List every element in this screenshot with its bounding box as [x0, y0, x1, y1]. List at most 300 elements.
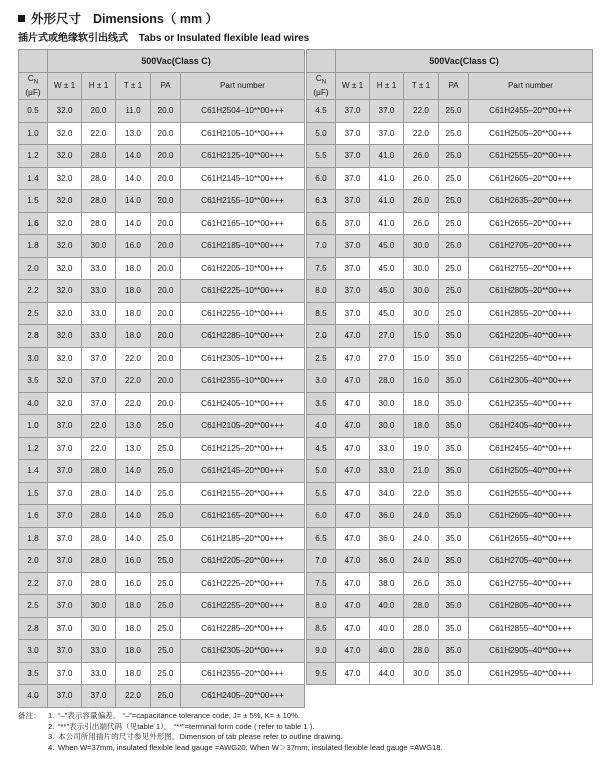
- cell-thickness: 18.0: [116, 617, 151, 640]
- title-zh: 外形尺寸: [31, 12, 82, 26]
- cell-pa: 35.0: [439, 460, 469, 483]
- cell-height: 28.0: [82, 190, 116, 213]
- table-row: [19, 302, 305, 325]
- cell-capacitance: 7.5: [307, 257, 336, 280]
- cell-capacitance: 3.0: [307, 370, 336, 393]
- cell-part-number: C61H2905–40**00+++: [469, 640, 593, 663]
- cell-pa: 35.0: [439, 572, 469, 595]
- col-header-height: H ± 1: [370, 73, 404, 100]
- cell-pa: 25.0: [151, 482, 181, 505]
- cell-thickness: 22.0: [404, 122, 439, 145]
- cell-height: 33.0: [82, 640, 116, 663]
- cell-part-number: C61H2555–40**00+++: [469, 482, 593, 505]
- table-row: [307, 212, 593, 235]
- cell-width: 32.0: [48, 145, 82, 168]
- cell-part-number: C61H2555–20**00+++: [469, 145, 593, 168]
- title-en: Dimensions（ mm ）: [93, 12, 219, 26]
- cell-capacitance: 5.0: [307, 122, 336, 145]
- cell-thickness: 26.0: [404, 167, 439, 190]
- cell-pa: 25.0: [439, 167, 469, 190]
- cell-width: 47.0: [336, 595, 370, 618]
- cell-capacitance: 2.8: [19, 617, 48, 640]
- cell-part-number: C61H2165–20**00+++: [181, 505, 305, 528]
- cell-part-number: C61H2185–10**00+++: [181, 235, 305, 258]
- cell-height: 37.0: [82, 347, 116, 370]
- cell-thickness: 30.0: [404, 235, 439, 258]
- cn-unit: (μF): [313, 87, 329, 97]
- cell-thickness: 18.0: [404, 415, 439, 438]
- cell-width: 32.0: [48, 100, 82, 123]
- table-row: [307, 437, 593, 460]
- cell-height: 30.0: [82, 595, 116, 618]
- cell-part-number: C61H2455–40**00+++: [469, 437, 593, 460]
- cell-pa: 35.0: [439, 325, 469, 348]
- col-header-part-number: Part number: [469, 73, 593, 100]
- cell-thickness: 16.0: [404, 370, 439, 393]
- square-bullet-icon: [18, 15, 25, 22]
- cell-height: 37.0: [82, 392, 116, 415]
- cell-width: 47.0: [336, 460, 370, 483]
- cell-width: 32.0: [48, 370, 82, 393]
- table-row: [19, 415, 305, 438]
- cell-width: 37.0: [336, 302, 370, 325]
- cell-thickness: 22.0: [404, 100, 439, 123]
- cell-thickness: 18.0: [116, 257, 151, 280]
- cell-part-number: C61H2105–10**00+++: [181, 122, 305, 145]
- cell-part-number: C61H2405–20**00+++: [181, 685, 305, 708]
- cell-height: 40.0: [370, 595, 404, 618]
- table-row: [307, 347, 593, 370]
- table-row: [19, 617, 305, 640]
- cell-width: 37.0: [48, 415, 82, 438]
- cell-capacitance: 1.4: [19, 167, 48, 190]
- cell-pa: 25.0: [151, 437, 181, 460]
- note-item: [18, 732, 603, 743]
- table-row: [19, 280, 305, 303]
- cell-pa: 35.0: [439, 550, 469, 573]
- cell-width: 32.0: [48, 302, 82, 325]
- cell-width: 32.0: [48, 190, 82, 213]
- note-text: “–”表示容量偏差。 “–”=capacitance tolerance code, J= ± 5%, K= ± 10%.: [58, 711, 300, 720]
- cell-height: 36.0: [370, 505, 404, 528]
- table-row: [307, 460, 593, 483]
- cell-width: 47.0: [336, 347, 370, 370]
- cell-height: 40.0: [370, 617, 404, 640]
- cell-capacitance: 4.5: [307, 100, 336, 123]
- cell-thickness: 30.0: [404, 280, 439, 303]
- col-header-thickness: T ± 1: [404, 73, 439, 100]
- table-row: [19, 662, 305, 685]
- cell-height: 30.0: [82, 617, 116, 640]
- table-row: [307, 370, 593, 393]
- cell-pa: 20.0: [151, 302, 181, 325]
- table-row: [307, 167, 593, 190]
- cell-part-number: C61H2605–20**00+++: [469, 167, 593, 190]
- cell-height: 45.0: [370, 257, 404, 280]
- cell-pa: 20.0: [151, 370, 181, 393]
- table-row: [19, 640, 305, 663]
- table-row: [19, 235, 305, 258]
- notes-label: 备注：: [18, 711, 41, 720]
- cell-height: 30.0: [82, 235, 116, 258]
- table-row: [307, 527, 593, 550]
- table-row: [307, 190, 593, 213]
- cell-capacitance: 4.0: [19, 392, 48, 415]
- cell-pa: 25.0: [439, 302, 469, 325]
- cell-thickness: 24.0: [404, 550, 439, 573]
- cell-thickness: 21.0: [404, 460, 439, 483]
- table-row: [307, 280, 593, 303]
- table-row: [307, 257, 593, 280]
- cell-pa: 25.0: [151, 550, 181, 573]
- subtitle-en: Tabs or Insulated flexible lead wires: [138, 33, 310, 44]
- cell-width: 32.0: [48, 325, 82, 348]
- cell-width: 47.0: [336, 482, 370, 505]
- table-row: [19, 685, 305, 708]
- cell-thickness: 18.0: [116, 325, 151, 348]
- cell-width: 37.0: [48, 685, 82, 708]
- cell-height: 33.0: [370, 437, 404, 460]
- cell-part-number: C61H2155–20**00+++: [181, 482, 305, 505]
- cell-pa: 25.0: [151, 527, 181, 550]
- cell-pa: 20.0: [151, 347, 181, 370]
- cell-pa: 35.0: [439, 640, 469, 663]
- cell-height: 33.0: [370, 460, 404, 483]
- cell-capacitance: 6.5: [307, 212, 336, 235]
- note-text: When W=37mm, insulated flexible lead gauge =AWG20; When W＞37mm, insulated flexible lead gauge =AWG18.: [58, 742, 443, 752]
- note-text: 本公司所用插片的尺寸参见外形图。Dimension of tab please refer to outline drawing.: [58, 732, 343, 741]
- note-item: [18, 711, 603, 722]
- cell-height: 28.0: [370, 370, 404, 393]
- cn-subscript: N: [321, 79, 327, 86]
- cell-pa: 20.0: [151, 145, 181, 168]
- cell-height: 27.0: [370, 347, 404, 370]
- cell-thickness: 19.0: [404, 437, 439, 460]
- cell-part-number: C61H2705–40**00+++: [469, 550, 593, 573]
- cell-capacitance: 8.5: [307, 302, 336, 325]
- cell-thickness: 14.0: [116, 482, 151, 505]
- cell-width: 37.0: [48, 505, 82, 528]
- table-row: [307, 640, 593, 663]
- cell-pa: 25.0: [151, 415, 181, 438]
- cell-thickness: 28.0: [404, 595, 439, 618]
- cell-width: 37.0: [48, 640, 82, 663]
- cell-capacitance: 3.0: [19, 640, 48, 663]
- cell-part-number: C61H2805–20**00+++: [469, 280, 593, 303]
- cell-width: 47.0: [336, 527, 370, 550]
- cell-capacitance: 2.2: [19, 572, 48, 595]
- cell-capacitance: 7.5: [307, 572, 336, 595]
- cell-height: 28.0: [82, 145, 116, 168]
- cell-height: 33.0: [82, 662, 116, 685]
- cell-pa: 35.0: [439, 482, 469, 505]
- note-item: [18, 722, 603, 733]
- cell-height: 33.0: [82, 280, 116, 303]
- cell-width: 37.0: [336, 190, 370, 213]
- table-row: [307, 325, 593, 348]
- cell-height: 44.0: [370, 662, 404, 685]
- cell-part-number: C61H2255–40**00+++: [469, 347, 593, 370]
- cell-capacitance: 5.0: [307, 460, 336, 483]
- cell-capacitance: 3.5: [307, 392, 336, 415]
- table-row: [19, 437, 305, 460]
- table-row: [19, 595, 305, 618]
- cell-height: 45.0: [370, 302, 404, 325]
- cell-thickness: 16.0: [116, 572, 151, 595]
- cell-width: 37.0: [336, 212, 370, 235]
- cell-thickness: 30.0: [404, 257, 439, 280]
- cell-part-number: C61H2355–40**00+++: [469, 392, 593, 415]
- col-header-part-number: Part number: [181, 73, 305, 100]
- cell-pa: 25.0: [439, 122, 469, 145]
- cell-pa: 35.0: [439, 370, 469, 393]
- cell-pa: 25.0: [151, 505, 181, 528]
- cell-part-number: C61H2355–20**00+++: [181, 662, 305, 685]
- cell-thickness: 22.0: [116, 347, 151, 370]
- cell-thickness: 13.0: [116, 437, 151, 460]
- cell-height: 41.0: [370, 190, 404, 213]
- note-number: 3.: [48, 732, 55, 741]
- cell-pa: 25.0: [439, 212, 469, 235]
- col-header-pa: PA: [151, 73, 181, 100]
- cell-pa: 25.0: [151, 617, 181, 640]
- cell-capacitance: 7.0: [307, 550, 336, 573]
- cell-width: 47.0: [336, 640, 370, 663]
- cell-pa: 25.0: [151, 640, 181, 663]
- cell-thickness: 18.0: [116, 662, 151, 685]
- cell-capacitance: 6.0: [307, 505, 336, 528]
- table-row: [19, 190, 305, 213]
- cell-thickness: 14.0: [116, 145, 151, 168]
- cell-part-number: C61H2205–40**00+++: [469, 325, 593, 348]
- table-row: [19, 550, 305, 573]
- cell-height: 28.0: [82, 482, 116, 505]
- cell-pa: 25.0: [151, 662, 181, 685]
- cell-width: 32.0: [48, 280, 82, 303]
- cell-pa: 35.0: [439, 415, 469, 438]
- cell-height: 28.0: [82, 550, 116, 573]
- cell-height: 36.0: [370, 527, 404, 550]
- cell-pa: 35.0: [439, 662, 469, 685]
- cell-pa: 20.0: [151, 190, 181, 213]
- cell-width: 47.0: [336, 392, 370, 415]
- col-header-capacitance: [307, 73, 336, 100]
- cell-part-number: C61H2225–20**00+++: [181, 572, 305, 595]
- cell-height: 33.0: [82, 302, 116, 325]
- col-header-capacitance: [19, 73, 48, 100]
- cell-capacitance: 6.0: [307, 167, 336, 190]
- cell-pa: 35.0: [439, 595, 469, 618]
- cell-capacitance: 2.5: [19, 595, 48, 618]
- table-row: [19, 145, 305, 168]
- cell-part-number: C61H2855–40**00+++: [469, 617, 593, 640]
- cell-capacitance: 5.5: [307, 482, 336, 505]
- cell-width: 37.0: [48, 482, 82, 505]
- cell-part-number: C61H2125–10**00+++: [181, 145, 305, 168]
- cell-width: 37.0: [48, 550, 82, 573]
- section-subtitle: [18, 29, 309, 45]
- cn-header-corner: [307, 50, 336, 73]
- cell-pa: 35.0: [439, 347, 469, 370]
- cell-part-number: C61H2205–10**00+++: [181, 257, 305, 280]
- cell-part-number: C61H2305–20**00+++: [181, 640, 305, 663]
- cell-part-number: C61H2305–10**00+++: [181, 347, 305, 370]
- cell-height: 28.0: [82, 527, 116, 550]
- cell-thickness: 26.0: [404, 145, 439, 168]
- cell-part-number: C61H2655–40**00+++: [469, 527, 593, 550]
- cell-capacitance: 8.0: [307, 280, 336, 303]
- cell-pa: 25.0: [439, 280, 469, 303]
- cell-pa: 20.0: [151, 167, 181, 190]
- cell-height: 36.0: [370, 550, 404, 573]
- cell-thickness: 14.0: [116, 527, 151, 550]
- cell-part-number: C61H2205–20**00+++: [181, 550, 305, 573]
- cn-symbol: C: [27, 74, 34, 84]
- col-header-width: W ± 1: [336, 73, 370, 100]
- cell-height: 37.0: [370, 100, 404, 123]
- cell-part-number: C61H2305–40**00+++: [469, 370, 593, 393]
- cell-part-number: C61H2504–10**00+++: [181, 100, 305, 123]
- cell-part-number: C61H2855–20**00+++: [469, 302, 593, 325]
- cell-thickness: 18.0: [404, 392, 439, 415]
- cell-width: 37.0: [48, 527, 82, 550]
- cell-thickness: 30.0: [404, 662, 439, 685]
- cell-height: 37.0: [82, 370, 116, 393]
- cell-width: 37.0: [336, 167, 370, 190]
- cell-width: 37.0: [336, 145, 370, 168]
- cell-capacitance: 1.0: [19, 122, 48, 145]
- cell-capacitance: 1.2: [19, 437, 48, 460]
- cell-width: 37.0: [48, 617, 82, 640]
- cell-pa: 25.0: [439, 190, 469, 213]
- cell-part-number: C61H2505–40**00+++: [469, 460, 593, 483]
- table-row: [307, 415, 593, 438]
- cell-capacitance: 6.3: [307, 190, 336, 213]
- cell-capacitance: 3.5: [19, 370, 48, 393]
- cell-width: 47.0: [336, 505, 370, 528]
- cell-thickness: 14.0: [116, 167, 151, 190]
- cell-part-number: C61H2145–20**00+++: [181, 460, 305, 483]
- dimensions-table-right: [306, 49, 593, 685]
- cell-thickness: 16.0: [116, 550, 151, 573]
- cell-width: 47.0: [336, 617, 370, 640]
- cell-height: 40.0: [370, 640, 404, 663]
- cell-thickness: 26.0: [404, 190, 439, 213]
- cell-height: 33.0: [82, 257, 116, 280]
- cell-width: 32.0: [48, 235, 82, 258]
- cell-height: 30.0: [370, 415, 404, 438]
- cell-capacitance: 2.0: [307, 325, 336, 348]
- cell-height: 27.0: [370, 325, 404, 348]
- cell-pa: 25.0: [151, 460, 181, 483]
- cell-part-number: C61H2455–20**00+++: [469, 100, 593, 123]
- cell-thickness: 16.0: [116, 235, 151, 258]
- table-row: [19, 370, 305, 393]
- cell-capacitance: 5.5: [307, 145, 336, 168]
- cell-capacitance: 0.5: [19, 100, 48, 123]
- cell-thickness: 18.0: [116, 640, 151, 663]
- cn-unit: (μF): [25, 87, 41, 97]
- cell-capacitance: 2.0: [19, 550, 48, 573]
- cell-capacitance: 4.5: [307, 437, 336, 460]
- cell-width: 32.0: [48, 167, 82, 190]
- cell-part-number: C61H2405–10**00+++: [181, 392, 305, 415]
- cell-pa: 35.0: [439, 437, 469, 460]
- cell-pa: 20.0: [151, 235, 181, 258]
- cell-thickness: 18.0: [116, 280, 151, 303]
- cell-height: 41.0: [370, 167, 404, 190]
- cell-height: 37.0: [82, 685, 116, 708]
- cell-pa: 20.0: [151, 392, 181, 415]
- table-row: [307, 235, 593, 258]
- cell-capacitance: 6.5: [307, 527, 336, 550]
- class-group-header: 500Vac(Class C): [48, 50, 305, 73]
- cn-subscript: N: [33, 79, 39, 86]
- cell-capacitance: 2.8: [19, 325, 48, 348]
- cell-pa: 20.0: [151, 100, 181, 123]
- cell-part-number: C61H2155–10**00+++: [181, 190, 305, 213]
- cell-capacitance: 8.0: [307, 595, 336, 618]
- table-row: [19, 212, 305, 235]
- cell-thickness: 15.0: [404, 347, 439, 370]
- cell-height: 22.0: [82, 437, 116, 460]
- cell-part-number: C61H2635–20**00+++: [469, 190, 593, 213]
- col-header-thickness: T ± 1: [116, 73, 151, 100]
- notes: [18, 711, 603, 753]
- cell-thickness: 26.0: [404, 572, 439, 595]
- cell-capacitance: 4.0: [307, 415, 336, 438]
- cell-thickness: 15.0: [404, 325, 439, 348]
- cell-capacitance: 2.0: [19, 257, 48, 280]
- table-row: [307, 572, 593, 595]
- cell-width: 37.0: [336, 235, 370, 258]
- cell-width: 37.0: [48, 662, 82, 685]
- cell-height: 33.0: [82, 325, 116, 348]
- cell-capacitance: 9.5: [307, 662, 336, 685]
- cell-height: 37.0: [370, 122, 404, 145]
- table-row: [19, 505, 305, 528]
- cell-width: 47.0: [336, 415, 370, 438]
- cell-capacitance: 1.2: [19, 145, 48, 168]
- table-row: [307, 302, 593, 325]
- table-row: [307, 505, 593, 528]
- table-row: [19, 572, 305, 595]
- col-header-pa: PA: [439, 73, 469, 100]
- cell-part-number: C61H2755–20**00+++: [469, 257, 593, 280]
- cell-part-number: C61H2955–40**00+++: [469, 662, 593, 685]
- cell-width: 37.0: [336, 122, 370, 145]
- cell-part-number: C61H2255–10**00+++: [181, 302, 305, 325]
- table-row: [307, 482, 593, 505]
- cell-capacitance: 9.0: [307, 640, 336, 663]
- cell-capacitance: 8.5: [307, 617, 336, 640]
- cell-part-number: C61H2225–10**00+++: [181, 280, 305, 303]
- table-row: [307, 122, 593, 145]
- cell-width: 37.0: [48, 572, 82, 595]
- cell-pa: 35.0: [439, 392, 469, 415]
- cn-header-corner: [19, 50, 48, 73]
- cell-thickness: 24.0: [404, 527, 439, 550]
- table-row: [19, 482, 305, 505]
- class-group-header: 500Vac(Class C): [336, 50, 593, 73]
- cell-height: 30.0: [370, 392, 404, 415]
- cell-part-number: C61H2705–20**00+++: [469, 235, 593, 258]
- cell-height: 41.0: [370, 212, 404, 235]
- cell-height: 45.0: [370, 280, 404, 303]
- table-row: [19, 392, 305, 415]
- cell-capacitance: 1.4: [19, 460, 48, 483]
- cell-width: 32.0: [48, 392, 82, 415]
